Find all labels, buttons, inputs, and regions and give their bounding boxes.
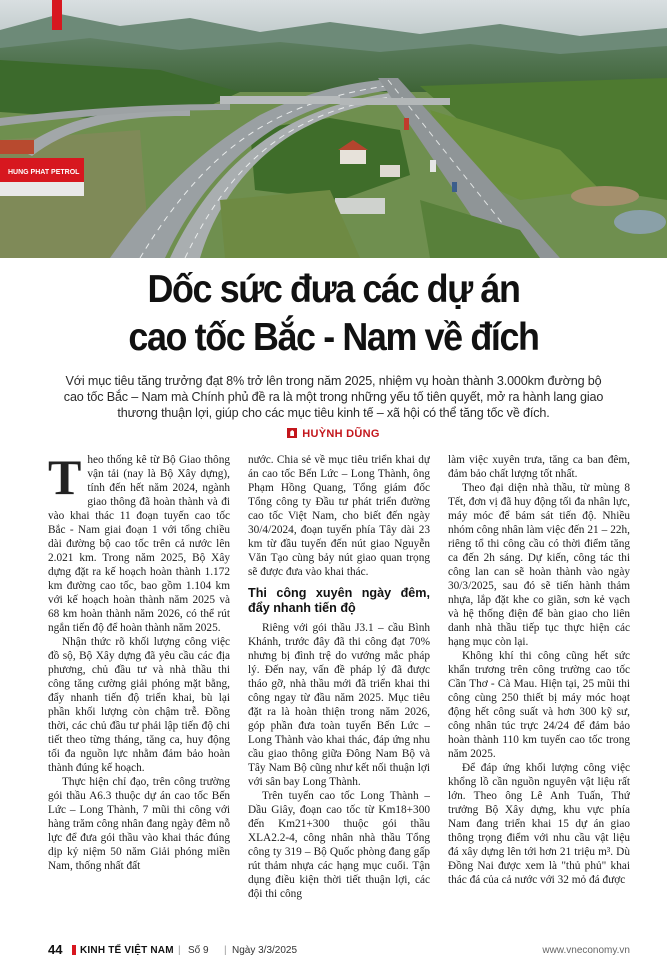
section-marker [52, 0, 62, 30]
author-name: HUỲNH DŨNG [302, 428, 380, 440]
body-column-3 [448, 453, 630, 936]
body-column-1 [48, 453, 230, 936]
website-url: www.vneconomy.vn [542, 945, 630, 956]
body-column-2 [248, 453, 430, 936]
paragraph: nước. Chia sẻ về mục tiêu triển khai dự án cao tốc Bến Lức – Long Thành, ông Phạm Hồng Quang, Tổng giám đốc Tổng công ty Đầu tư phát triển đường cao tốc Việt Nam, cho biết đến ngày 30/4/2024, đoạn tuyến phía Tây dài 23 km từ đầu tuyến đến nút giao Nguyễn Văn Tạo cùng bảy nút giao quan trọng sẽ được đưa vào khai thác. [248, 454, 430, 578]
paragraph [48, 453, 230, 635]
article-body [48, 453, 630, 936]
hero-photo [0, 0, 667, 258]
issue-date: Ngày 3/3/2025 [232, 945, 298, 956]
paragraph: Theo đại diện nhà thầu, từ mùng 8 Tết, đơn vị đã huy động tối đa nhân lực, máy móc để bám sát tiến độ. Nhiều nhóm công nhân làm việc đến 21 – 22h, riêng tổ thi công cầu có thời điểm tăng ca đến 2h sáng. Dự kiến, công tác thi công lan can sẽ hoàn thành vào ngày 30/3/2025, sau đó sẽ tiến hành thảm nhựa, lắp đặt khe co giãn, sơn kẻ vạch và hệ thống điện để bàn giao cho liên danh nhà thầu tiếp tục thực hiện các hạng mục còn lại. [448, 482, 630, 648]
headline-line-2: cao tốc Bắc - Nam về đích [128, 316, 539, 359]
lead-line-2: cao tốc Bắc – Nam mà Chính phủ đề ra là một trong những yếu tố tiên quyết, mở ra hành lang giao [63, 390, 604, 404]
issue-number: Số 9 [188, 945, 209, 956]
paragraph: Không khí thi công cũng hết sức khẩn trương trên công trường cao tốc Cần Thơ - Cà Mau. Hiện tại, 25 mũi thi công cùng 250 thiết bị máy móc hoạt động hết công suất và hơn 300 kỹ sư, công nhân túc trực 24/24 để đảm bảo hoàn thành 110 km tuyến cao tốc trong năm 2025. [448, 650, 630, 760]
article-headline [45, 266, 622, 362]
lead-line-1: Với mục tiêu tăng trưởng đạt 8% trở lên trong năm 2025, nhiệm vụ hoàn thành 3.000km đường bộ [65, 374, 602, 388]
magazine-name: KINH TẾ VIỆT NAM [80, 945, 174, 956]
paragraph-text: heo thống kê từ Bộ Giao thông vận tải (nay là Bộ Xây dựng), tính đến hết năm 2024, ngành giao thông đã hoàn thành và đi vào khai thác 11 đoạn tuyến cao tốc Bắc - Nam giai đoạn 1 với tổng chiều dài đường bộ cao tốc trên cả nước lên 2.021 km. Trong năm 2025, Bộ Xây dựng đặt ra kế hoạch hoàn thành 1.172 km đường cao tốc, bao gồm 1.104 km với kế hoạch hoàn thành năm 2025 và 68 km hoàn thành năm 2026, có thể rút ngắn tiến độ để hoàn thành năm 2025. [48, 454, 230, 634]
paragraph: Thực hiện chỉ đạo, trên công trường gói thầu A6.3 thuộc dự án cao tốc Bến Lức – Long Thành, 7 mũi thi công với hàng trăm công nhân đang ngày đêm nỗ lực để đưa gói thầu vào khai thác đúng dịp kỷ niệm 50 năm Giải phóng miền Nam, thống nhất đất [48, 776, 230, 872]
paragraph: Để đáp ứng khối lượng công việc khổng lồ cần nguồn nguyên vật liệu rất lớn. Theo ông Lê Anh Tuấn, Thứ trưởng Bộ Xây dựng, khu vực phía Nam đang triển khai 15 dự án giao thông trọng điểm với nhu cầu vật liệu đá xây dựng lên tới hơn 21 triệu m³. Dù Đồng Nai được xem là "thủ phủ" khai thác đá của cả nước với 32 mỏ đá được [448, 762, 630, 886]
author-pen-icon [287, 428, 297, 438]
paragraph: Riêng với gói thầu J3.1 – cầu Bình Khánh, trước đây đã thi công đạt 70% nhưng bị đình trệ do vướng mắc pháp lý. Đến nay, vấn đề pháp lý đã được tháo gỡ, nhà thầu mới đã triển khai thi công ngay từ đầu năm 2025. Mục tiêu đặt ra là hoàn thiện trong năm 2026, góp phần đưa toàn tuyến Bến Lức – Long Thành vào khai thác, đáp ứng nhu cầu giao thông giữa Đông Nam Bộ và Tây Nam Bộ cũng như kết nối thuận lợi với sân bay Long Thành. [248, 622, 430, 788]
paragraph: Nhận thức rõ khối lượng công việc đồ sộ, Bộ Xây dựng đã yêu cầu các địa phương, chủ đầu tư và nhà thầu thi công tăng cường giải phóng mặt bằng, đẩy nhanh tiến độ triển khai, bù lại phần khối lượng còn chậm trễ. Đồng thời, các chủ đầu tư phải lập tiến độ chi tiết theo từng tháng, tăng ca, huy động tối đa nguồn lực nhằm đảm bảo hoàn thành đúng kế hoạch. [48, 636, 230, 774]
headline-line-1: Dốc sức đưa các dự án [147, 268, 520, 311]
footer-separator: | [224, 945, 227, 956]
byline [0, 428, 667, 440]
paragraph: Trên tuyến cao tốc Long Thành – Dầu Giây, đoạn cao tốc từ Km18+300 đến Km21+300 thuộc gói thầu XLA2.2-4, công nhân nhà thầu Tổng công ty 319 – Bộ Quốc phòng đang gấp rút thảm nhựa các hạng mục cuối. Tận dụng điều kiện thời tiết thuận lợi, các đội thi công [248, 790, 430, 900]
expressway-aerial-illustration [0, 0, 667, 258]
paragraph: làm việc xuyên trưa, tăng ca ban đêm, đảm bảo chất lượng tốt nhất. [448, 454, 630, 480]
drop-cap: T [48, 453, 82, 505]
page-number: 44 [48, 942, 63, 957]
page-footer [48, 941, 630, 959]
footer-separator: | [178, 945, 181, 956]
article-lead [40, 373, 627, 421]
billboard-text: HUNG PHAT PETROL [8, 169, 80, 176]
lead-line-3: thương thuận lợi, giúp cho các mục tiêu kinh tế – xã hội có thể tăng tốc về đích. [117, 406, 550, 420]
section-subhead: Thi công xuyên ngày đêm, đẩy nhanh tiến độ [248, 586, 430, 615]
footer-red-bar [72, 945, 76, 955]
